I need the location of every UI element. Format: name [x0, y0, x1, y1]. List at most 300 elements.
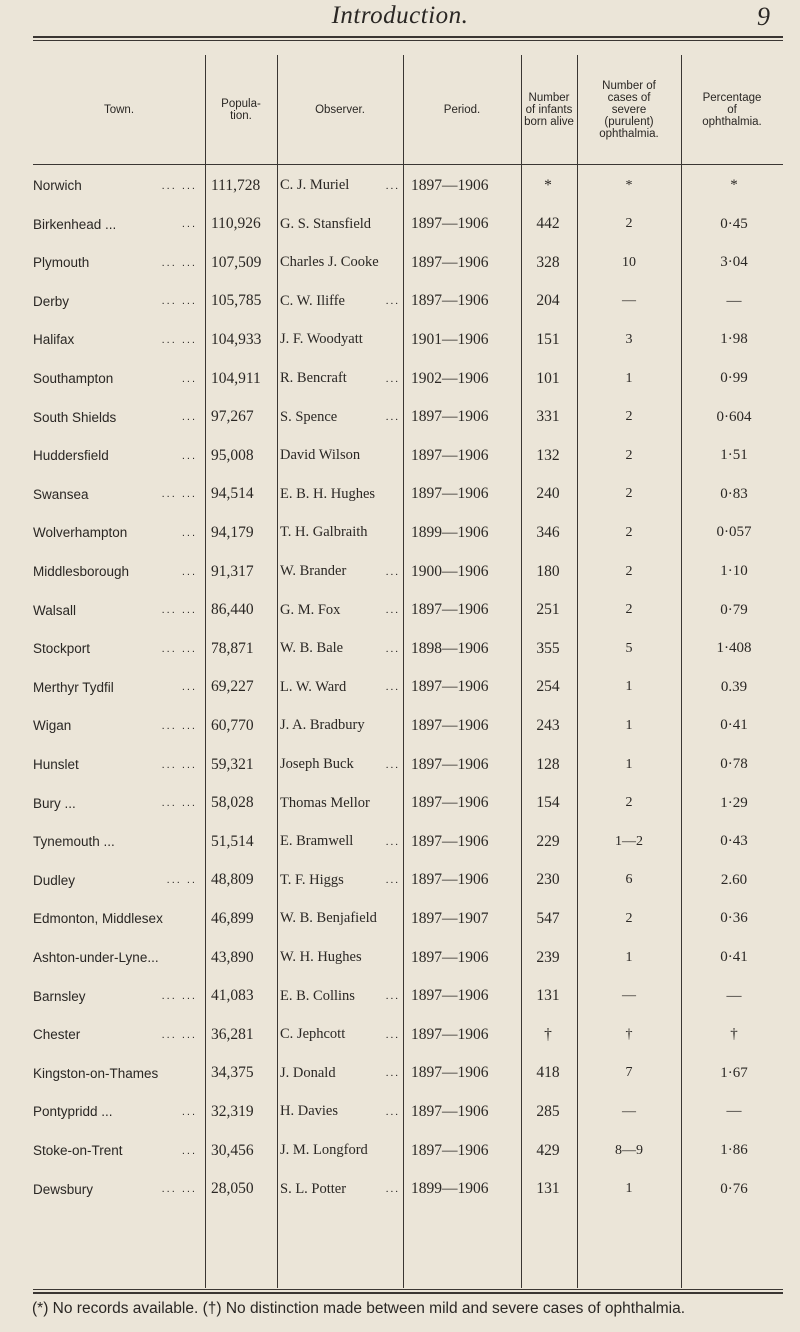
born-alive-cell: 243 — [536, 716, 560, 734]
leader-dots: ... — [181, 1144, 197, 1157]
leader-dots: ... — [385, 1028, 400, 1041]
table-row — [33, 553, 783, 590]
table-row — [33, 167, 783, 204]
town-name: Dudley — [33, 872, 76, 888]
town-cell — [33, 862, 205, 899]
table-row — [33, 1016, 783, 1053]
severe-cases-cell: 1 — [625, 717, 633, 733]
severe-cases-cell: 6 — [625, 872, 633, 888]
town-name: Chester — [33, 1027, 81, 1043]
leader-dots: ... — [385, 604, 400, 617]
population-cell: 59,321 — [211, 755, 254, 773]
town-name: South Shields — [33, 409, 117, 425]
population-cell: 41,083 — [211, 987, 254, 1005]
observer-name: W. Brander — [280, 563, 347, 579]
col-header-population: Popula- tion. — [221, 97, 261, 122]
table-row — [33, 360, 783, 397]
period-cell: 1900—1906 — [411, 562, 489, 580]
col-divider — [681, 55, 682, 1288]
page-number: 9 — [757, 2, 770, 31]
observer-cell — [280, 592, 400, 629]
leader-dots: ... ... — [161, 488, 197, 501]
town-cell — [33, 630, 205, 667]
period-cell: 1897—1906 — [411, 871, 489, 889]
observer-cell — [280, 321, 400, 358]
observer-cell — [280, 939, 400, 976]
percentage-cell: 0·83 — [720, 485, 748, 502]
bottom-rule — [33, 1289, 783, 1290]
observer-cell — [280, 206, 400, 243]
town-name: Kingston-on-Thames — [33, 1065, 159, 1081]
leader-dots: ... ... — [161, 719, 197, 732]
observer-cell — [280, 360, 400, 397]
table-row — [33, 900, 783, 937]
observer-cell — [280, 1171, 400, 1208]
town-cell — [33, 785, 205, 822]
table-row — [33, 746, 783, 783]
percentage-cell: 0·604 — [716, 408, 752, 425]
footnote: (*) No records available. (†) No distinction made between mild and severe cases of ophthalmia. — [32, 1300, 686, 1317]
population-cell: 28,050 — [211, 1180, 254, 1198]
period-cell: 1897—1906 — [411, 832, 489, 850]
table-row — [33, 592, 783, 629]
observer-name: Joseph Buck — [280, 756, 354, 772]
table-row — [33, 939, 783, 976]
period-cell: 1897—1906 — [411, 253, 489, 271]
observer-cell — [280, 900, 400, 937]
town-name: Barnsley — [33, 988, 86, 1004]
table-row — [33, 1171, 783, 1208]
severe-cases-cell: 8—9 — [615, 1142, 643, 1158]
percentage-cell: 0·41 — [720, 717, 748, 734]
observer-cell — [280, 1132, 400, 1169]
town-name: Swansea — [33, 486, 89, 502]
leader-dots: ... — [385, 411, 400, 424]
header-divider — [33, 164, 783, 165]
observer-name: C. J. Muriel — [280, 177, 350, 193]
severe-cases-cell: — — [622, 1103, 636, 1119]
top-rule — [33, 36, 783, 38]
born-alive-cell: 346 — [536, 523, 560, 541]
table-row — [33, 283, 783, 320]
born-alive-cell: 328 — [536, 253, 560, 271]
town-name: Dewsbury — [33, 1181, 94, 1197]
col-header-severe-cases: Number of cases of severe (purulent) ophthalmia. — [599, 79, 659, 140]
observer-name: W. B. Benjafield — [280, 910, 377, 927]
period-cell: 1897—1906 — [411, 716, 489, 734]
population-cell: 34,375 — [211, 1064, 254, 1082]
town-cell — [33, 939, 205, 976]
leader-dots: ... — [385, 179, 400, 192]
table-row — [33, 630, 783, 667]
town-cell — [33, 283, 205, 320]
leader-dots: ... ... — [161, 295, 197, 308]
period-cell: 1897—1906 — [411, 755, 489, 773]
leader-dots: ... ... — [161, 604, 197, 617]
leader-dots: ... — [181, 411, 197, 424]
col-divider — [277, 55, 278, 1288]
percentage-cell: 0·057 — [716, 524, 752, 541]
severe-cases-cell: 1 — [625, 949, 633, 965]
period-cell: 1897—1906 — [411, 292, 489, 310]
table-row — [33, 1093, 783, 1130]
born-alive-cell: 229 — [536, 832, 560, 850]
period-cell: 1897—1906 — [411, 794, 489, 812]
period-cell: 1898—1906 — [411, 639, 489, 657]
period-cell: 1897—1906 — [411, 1141, 489, 1159]
observer-name: T. F. Higgs — [280, 871, 344, 888]
percentage-cell: 3·04 — [720, 254, 748, 271]
town-cell — [33, 1016, 205, 1053]
col-header-percentage: Percentage of ophthalmia. — [702, 91, 762, 128]
severe-cases-cell: 3 — [625, 331, 633, 347]
table-row — [33, 669, 783, 706]
observer-name: T. H. Galbraith — [280, 524, 368, 541]
observer-cell — [280, 553, 400, 590]
period-cell: 1897—1906 — [411, 1025, 489, 1043]
leader-dots: ... — [181, 218, 197, 231]
town-name: Derby — [33, 293, 70, 309]
table-row — [33, 399, 783, 436]
observer-cell — [280, 1016, 400, 1053]
town-cell — [33, 1171, 205, 1208]
town-name: Hunslet — [33, 757, 79, 772]
born-alive-cell: 429 — [536, 1141, 560, 1159]
running-title: Introduction. — [331, 2, 469, 29]
observer-cell — [280, 1055, 400, 1092]
observer-name: S. Spence — [280, 408, 338, 425]
population-cell: 30,456 — [211, 1141, 254, 1159]
leader-dots: ... ... — [161, 758, 197, 771]
leader-dots: ... — [385, 1105, 400, 1118]
period-cell: 1897—1906 — [411, 987, 489, 1005]
percentage-cell: — — [726, 987, 742, 1004]
town-cell — [33, 206, 205, 243]
town-name: Tynemouth ... — [33, 834, 115, 850]
leader-dots: ... — [385, 835, 400, 848]
severe-cases-cell: * — [625, 177, 633, 193]
town-cell — [33, 669, 205, 706]
period-cell: 1897—1906 — [411, 601, 489, 619]
born-alive-cell: 204 — [536, 292, 560, 310]
severe-cases-cell: — — [622, 293, 636, 309]
observer-cell — [280, 244, 400, 281]
population-cell: 60,770 — [211, 716, 254, 734]
town-cell — [33, 707, 205, 744]
born-alive-cell: 128 — [536, 755, 560, 773]
town-name: Bury ... — [33, 795, 76, 811]
observer-cell — [280, 978, 400, 1015]
born-alive-cell: 418 — [536, 1064, 560, 1082]
population-cell: 58,028 — [211, 794, 254, 812]
born-alive-cell: 131 — [536, 1180, 560, 1198]
born-alive-cell: 251 — [536, 601, 560, 619]
period-cell: 1899—1906 — [411, 523, 489, 541]
observer-name: J. M. Longford — [280, 1142, 368, 1158]
observer-cell — [280, 1093, 400, 1130]
observer-name: J. A. Bradbury — [280, 717, 365, 734]
table-row — [33, 862, 783, 899]
percentage-cell: 0·79 — [720, 601, 748, 618]
percentage-cell: * — [730, 177, 738, 193]
observer-name: Charles J. Cooke — [280, 254, 379, 271]
observer-name: David Wilson — [280, 447, 361, 464]
town-name: Halifax — [33, 332, 75, 348]
town-name: Plymouth — [33, 255, 90, 271]
leader-dots: ... ... — [161, 179, 197, 192]
born-alive-cell: 154 — [536, 794, 560, 812]
leader-dots: ... ... — [161, 1183, 197, 1196]
population-cell: 36,281 — [211, 1025, 254, 1043]
town-cell — [33, 978, 205, 1015]
population-cell: 111,728 — [211, 176, 261, 194]
population-cell: 43,890 — [211, 948, 254, 966]
observer-cell — [280, 437, 400, 474]
table-row — [33, 1055, 783, 1092]
col-header-born-alive: Number of infants born alive — [524, 91, 574, 128]
born-alive-cell: 331 — [536, 408, 560, 426]
town-cell — [33, 900, 205, 937]
observer-cell — [280, 514, 400, 551]
leader-dots: ... — [181, 372, 197, 385]
severe-cases-cell: 7 — [625, 1065, 633, 1081]
town-cell — [33, 1055, 205, 1092]
town-name: Merthyr Tydfil — [33, 679, 114, 695]
born-alive-cell: † — [544, 1025, 552, 1043]
observer-name: G. S. Stansfield — [280, 215, 372, 232]
population-cell: 51,514 — [211, 832, 254, 850]
leader-dots: ... — [385, 295, 400, 308]
population-cell: 94,179 — [211, 523, 254, 541]
observer-cell — [280, 785, 400, 822]
period-cell: 1897—1906 — [411, 485, 489, 503]
percentage-cell: 1·67 — [720, 1064, 748, 1081]
leader-dots: ... — [181, 526, 197, 539]
born-alive-cell: 131 — [536, 987, 560, 1005]
leader-dots: ... — [385, 1067, 400, 1080]
born-alive-cell: 239 — [536, 948, 560, 966]
period-cell: 1902—1906 — [411, 369, 489, 387]
table-row — [33, 707, 783, 744]
observer-name: E. Bramwell — [280, 833, 354, 850]
severe-cases-cell: 1 — [625, 756, 633, 772]
population-cell: 32,319 — [211, 1102, 254, 1120]
leader-dots: ... — [385, 681, 400, 694]
born-alive-cell: 254 — [536, 678, 560, 696]
table-row — [33, 785, 783, 822]
severe-cases-cell: 2 — [625, 486, 633, 502]
town-name: Middlesborough — [33, 564, 130, 579]
population-cell: 78,871 — [211, 639, 254, 657]
leader-dots: ... ... — [161, 642, 197, 655]
col-header-period: Period. — [443, 103, 481, 116]
town-name: Walsall — [33, 602, 77, 618]
town-name: Pontypridd ... — [33, 1104, 113, 1120]
population-cell: 107,509 — [211, 253, 262, 271]
period-cell: 1897—1906 — [411, 1064, 489, 1082]
town-cell — [33, 592, 205, 629]
town-cell — [33, 823, 205, 860]
percentage-cell: 2.60 — [720, 871, 748, 888]
table-row — [33, 206, 783, 243]
population-cell: 94,514 — [211, 485, 254, 503]
observer-cell — [280, 630, 400, 667]
table-row — [33, 321, 783, 358]
period-cell: 1897—1907 — [411, 909, 489, 927]
percentage-cell: — — [726, 1103, 742, 1120]
leader-dots: ... ... — [161, 797, 197, 810]
leader-dots: ... — [385, 565, 400, 578]
population-cell: 104,933 — [211, 330, 262, 348]
percentage-cell: 0·41 — [720, 949, 748, 965]
severe-cases-cell: 2 — [625, 795, 633, 811]
town-name: Stockport — [33, 641, 91, 657]
population-cell: 69,227 — [211, 678, 254, 696]
percentage-cell: 1·29 — [720, 794, 748, 811]
observer-name: H. Davies — [280, 1103, 338, 1120]
severe-cases-cell: 1—2 — [615, 833, 643, 849]
period-cell: 1897—1906 — [411, 215, 489, 233]
observer-name: E. B. Collins — [280, 987, 355, 1004]
percentage-cell: 0.39 — [720, 678, 748, 695]
town-cell — [33, 746, 205, 783]
born-alive-cell: 151 — [536, 330, 560, 348]
severe-cases-cell: 2 — [625, 524, 633, 540]
leader-dots: ... ... — [161, 333, 197, 346]
leader-dots: ... — [385, 874, 400, 887]
severe-cases-cell: 2 — [625, 447, 633, 463]
town-name: Birkenhead ... — [33, 216, 117, 232]
born-alive-cell: 240 — [536, 485, 560, 503]
observer-cell — [280, 283, 400, 320]
town-cell — [33, 167, 205, 204]
observer-cell — [280, 746, 400, 783]
observer-name: E. B. H. Hughes — [280, 485, 376, 502]
born-alive-cell: 442 — [536, 215, 560, 233]
leader-dots: ... — [385, 372, 400, 385]
observer-cell — [280, 167, 400, 204]
top-rule-thin — [33, 40, 783, 41]
leader-dots: ... ... — [161, 256, 197, 269]
population-cell: 46,899 — [211, 909, 254, 927]
severe-cases-cell: 5 — [625, 640, 633, 656]
severe-cases-cell: 1 — [625, 1181, 633, 1197]
severe-cases-cell: 10 — [622, 254, 636, 270]
period-cell: 1901—1906 — [411, 330, 489, 348]
leader-dots: ... — [181, 565, 197, 578]
population-cell: 97,267 — [211, 408, 254, 426]
town-cell — [33, 244, 205, 281]
severe-cases-cell: 1 — [625, 679, 633, 695]
percentage-cell: 1·86 — [720, 1142, 748, 1158]
percentage-cell: † — [730, 1026, 738, 1043]
born-alive-cell: * — [544, 176, 552, 194]
leader-dots: ... — [181, 1105, 197, 1118]
town-name: Wolverhampton — [33, 525, 128, 541]
table-header — [33, 55, 783, 164]
severe-cases-cell: † — [625, 1026, 633, 1042]
town-name: Ashton-under-Lyne... — [33, 950, 159, 965]
town-name: Edmonton, Middlesex — [33, 911, 163, 927]
severe-cases-cell: 2 — [625, 563, 633, 579]
period-cell: 1899—1906 — [411, 1180, 489, 1198]
observer-cell — [280, 707, 400, 744]
period-cell: 1897—1906 — [411, 948, 489, 966]
observer-cell — [280, 476, 400, 513]
observer-name: W. B. Bale — [280, 640, 344, 657]
population-cell: 105,785 — [211, 292, 262, 310]
leader-dots: ... — [385, 1183, 400, 1196]
page-header — [0, 0, 800, 30]
period-cell: 1897—1906 — [411, 408, 489, 426]
population-cell: 86,440 — [211, 601, 254, 619]
observer-cell — [280, 862, 400, 899]
born-alive-cell: 547 — [536, 909, 560, 927]
born-alive-cell: 132 — [536, 446, 560, 464]
table-row — [33, 823, 783, 860]
town-cell — [33, 514, 205, 551]
born-alive-cell: 285 — [536, 1102, 560, 1120]
percentage-cell: 1·408 — [716, 640, 752, 657]
born-alive-cell: 101 — [536, 369, 560, 387]
percentage-cell: 0·45 — [720, 215, 748, 232]
observer-name: S. L. Potter — [280, 1180, 347, 1197]
observer-name: C. W. Iliffe — [280, 292, 345, 309]
period-cell: 1897—1906 — [411, 176, 489, 194]
population-cell: 104,911 — [211, 369, 261, 387]
severe-cases-cell: 2 — [625, 910, 633, 926]
town-cell — [33, 1132, 205, 1169]
observer-cell — [280, 823, 400, 860]
population-cell: 91,317 — [211, 562, 254, 580]
leader-dots: ... — [385, 642, 400, 655]
severe-cases-cell: 2 — [625, 409, 633, 425]
severe-cases-cell: — — [622, 988, 636, 1004]
town-cell — [33, 360, 205, 397]
town-cell — [33, 321, 205, 358]
town-cell — [33, 1093, 205, 1130]
observer-name: J. F. Woodyatt — [280, 331, 363, 348]
town-cell — [33, 476, 205, 513]
table-row — [33, 437, 783, 474]
born-alive-cell: 230 — [536, 871, 560, 889]
col-divider — [403, 55, 404, 1288]
severe-cases-cell: 2 — [625, 216, 633, 232]
percentage-cell: 0·99 — [720, 370, 748, 386]
observer-name: G. M. Fox — [280, 601, 341, 618]
table-row — [33, 476, 783, 513]
col-divider — [577, 55, 578, 1288]
town-name: Stoke-on-Trent — [33, 1143, 123, 1158]
col-divider — [205, 55, 206, 1288]
leader-dots: ... — [385, 990, 400, 1003]
leader-dots: ... .. — [166, 874, 197, 887]
table-row — [33, 244, 783, 281]
severe-cases-cell: 1 — [625, 370, 633, 386]
town-name: Huddersfield — [33, 448, 109, 464]
town-cell — [33, 553, 205, 590]
table-row — [33, 978, 783, 1015]
leader-dots: ... — [181, 681, 197, 694]
observer-name: C. Jephcott — [280, 1026, 346, 1043]
observer-name: Thomas Mellor — [280, 794, 370, 811]
severe-cases-cell: 2 — [625, 602, 633, 618]
ophthalmia-table — [33, 55, 783, 1198]
town-cell — [33, 399, 205, 436]
percentage-cell: 1·51 — [720, 447, 748, 464]
percentage-cell: — — [726, 292, 742, 309]
percentage-cell: 0·78 — [720, 756, 748, 772]
